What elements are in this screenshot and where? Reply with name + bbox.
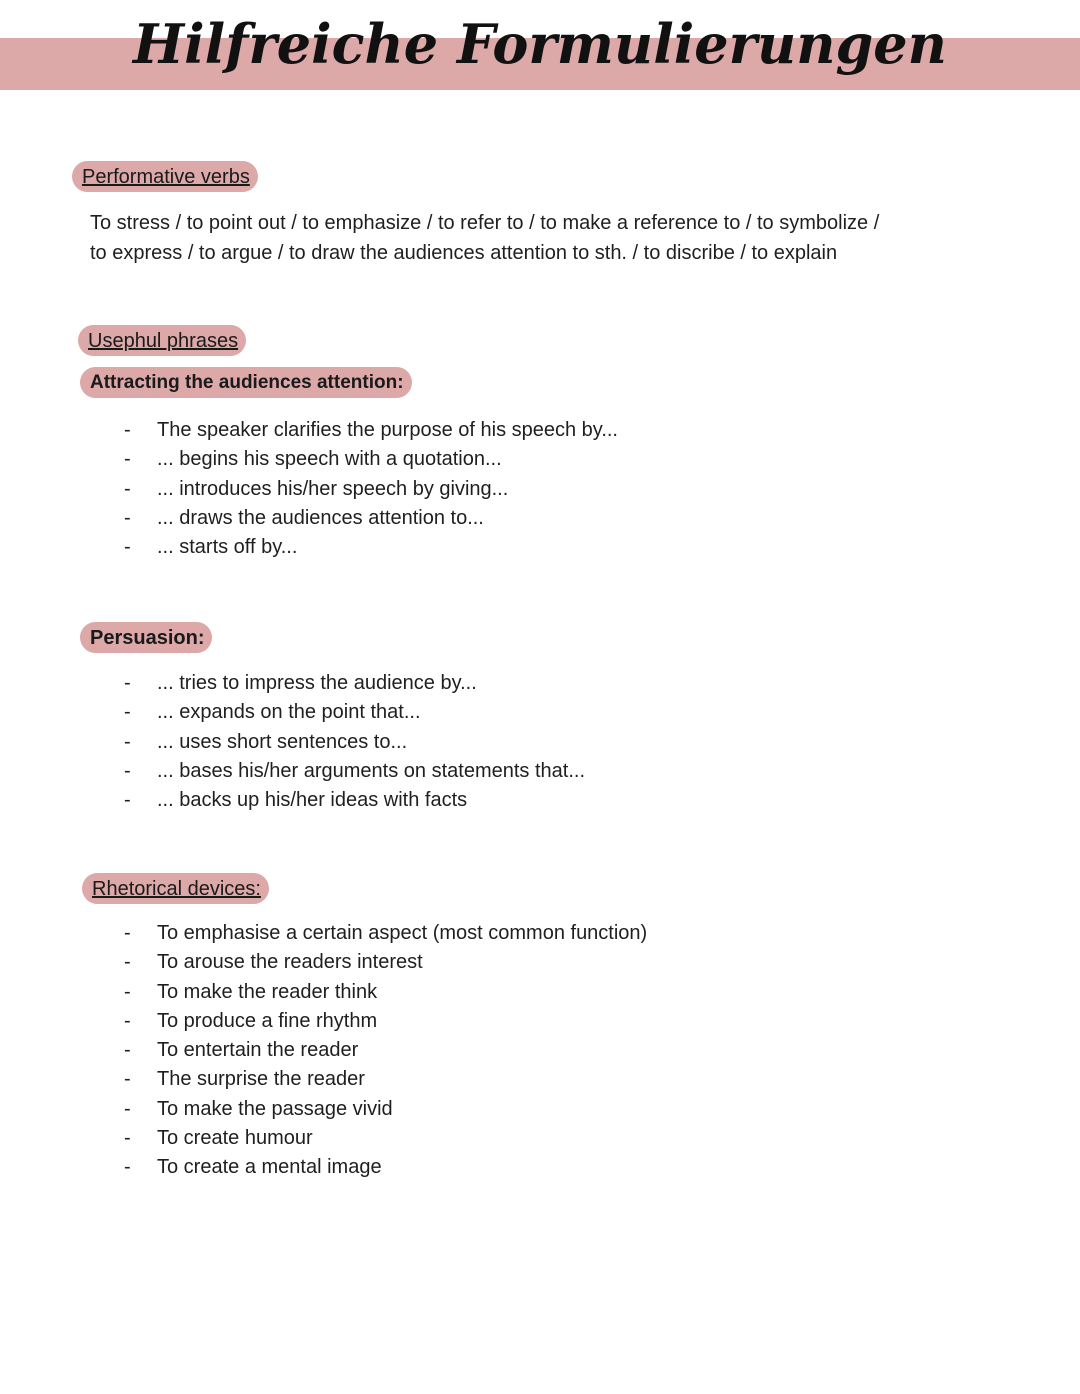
attracting-attention-list bbox=[0, 416, 618, 562]
list-item: - To produce a fine rhythm bbox=[0, 1007, 647, 1036]
persuasion-list bbox=[0, 669, 585, 815]
bullet-dash: - bbox=[124, 701, 131, 724]
list-item: - To arouse the readers interest bbox=[0, 948, 647, 977]
bullet-dash: - bbox=[124, 951, 131, 974]
useful-phrases-heading: Usephul phrases bbox=[78, 325, 246, 356]
list-item: - ... introduces his/her speech by giving... bbox=[0, 475, 618, 504]
performative-line-2: to express / to argue / to draw the audiences attention to sth. / to discribe / to explain bbox=[90, 242, 838, 264]
bullet-dash: - bbox=[124, 419, 131, 441]
list-item: - The speaker clarifies the purpose of his speech by... bbox=[0, 416, 618, 445]
bullet-dash: - bbox=[124, 1097, 131, 1120]
rhetorical-devices-list bbox=[0, 919, 647, 1183]
performative-verbs-heading: Performative verbs bbox=[72, 161, 258, 192]
performative-line-1: To stress / to point out / to emphasize / to refer to / to make a reference to / to symbolize / bbox=[90, 212, 880, 234]
bullet-dash: - bbox=[124, 759, 131, 782]
list-item: - ... draws the audiences attention to... bbox=[0, 504, 618, 533]
rhetorical-devices-heading: Rhetorical devices: bbox=[82, 873, 269, 904]
list-item: - ... backs up his/her ideas with facts bbox=[0, 786, 585, 815]
list-item: - ... begins his speech with a quotation... bbox=[0, 445, 618, 474]
list-item: - To create a mental image bbox=[0, 1153, 647, 1182]
bullet-dash: - bbox=[124, 922, 131, 944]
list-item: - ... bases his/her arguments on statements that... bbox=[0, 757, 585, 786]
bullet-dash: - bbox=[124, 980, 131, 1003]
bullet-dash: - bbox=[124, 672, 131, 694]
list-item: - ... tries to impress the audience by... bbox=[0, 669, 585, 698]
list-item: - ... uses short sentences to... bbox=[0, 728, 585, 757]
list-item: - To make the reader think bbox=[0, 978, 647, 1007]
list-item: - The surprise the reader bbox=[0, 1065, 647, 1094]
bullet-dash: - bbox=[124, 1039, 131, 1062]
bullet-dash: - bbox=[124, 1068, 131, 1091]
list-item: - To entertain the reader bbox=[0, 1036, 647, 1065]
attracting-attention-heading: Attracting the audiences attention: bbox=[80, 367, 412, 398]
list-item: - ... starts off by... bbox=[0, 533, 618, 562]
list-item: - ... expands on the point that... bbox=[0, 698, 585, 727]
bullet-dash: - bbox=[124, 789, 131, 812]
bullet-dash: - bbox=[124, 1156, 131, 1179]
bullet-dash: - bbox=[124, 506, 131, 529]
bullet-dash: - bbox=[124, 536, 131, 559]
list-item: - To create humour bbox=[0, 1124, 647, 1153]
bullet-dash: - bbox=[124, 477, 131, 500]
bullet-dash: - bbox=[124, 1127, 131, 1150]
page-title: Hilfreiche Formulierungen bbox=[133, 12, 947, 76]
list-item: - To make the passage vivid bbox=[0, 1095, 647, 1124]
persuasion-heading: Persuasion: bbox=[80, 622, 212, 653]
bullet-dash: - bbox=[124, 730, 131, 753]
bullet-dash: - bbox=[124, 1009, 131, 1032]
bullet-dash: - bbox=[124, 448, 131, 471]
list-item: - To emphasise a certain aspect (most common function) bbox=[0, 919, 647, 948]
performative-verbs-text bbox=[90, 208, 990, 268]
